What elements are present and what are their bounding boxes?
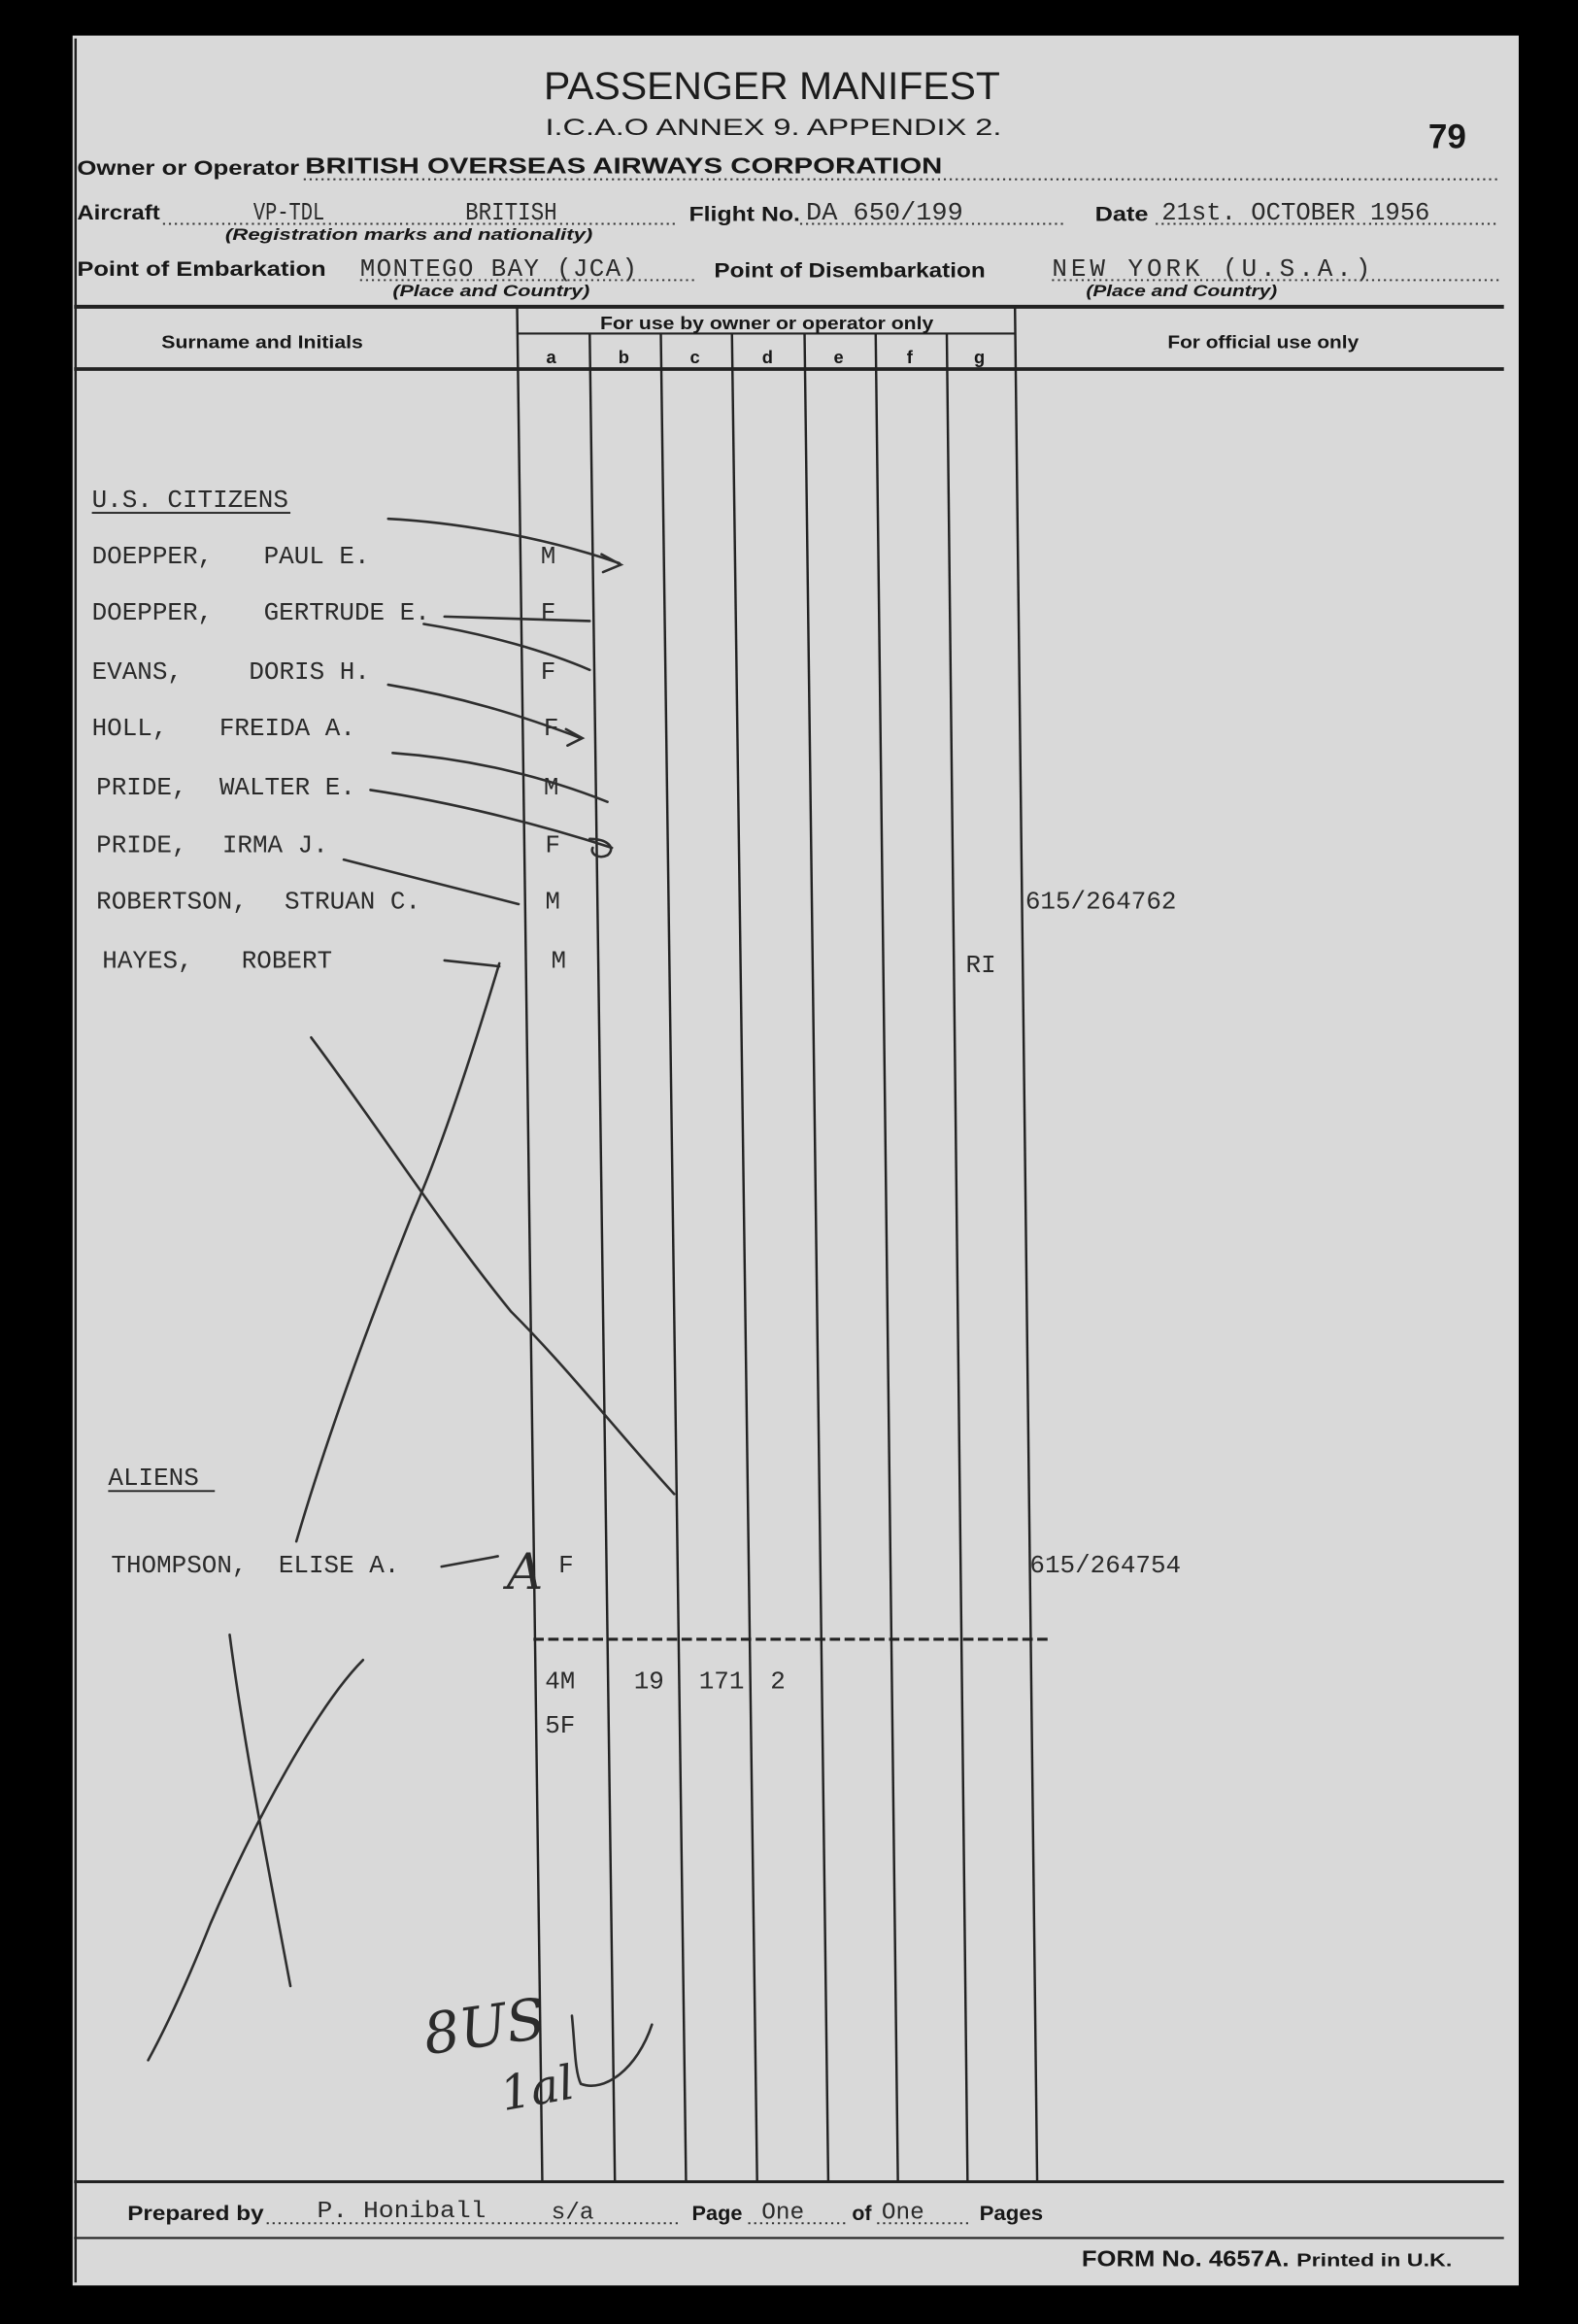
passenger-given-names: FREIDA A. bbox=[218, 713, 355, 743]
section-heading-us-citizens: U.S. CITIZENS bbox=[91, 485, 288, 515]
paper bbox=[73, 36, 1519, 2286]
passenger-surname: PRIDE, bbox=[96, 830, 187, 860]
pages-label: Pages bbox=[979, 2202, 1044, 2226]
handwritten-note-line1: 8US bbox=[419, 1985, 550, 2069]
passenger-surname: DOEPPER, bbox=[91, 597, 214, 627]
total-column-d: 2 bbox=[770, 1667, 786, 1697]
passenger-surname: HAYES, bbox=[102, 946, 193, 976]
page-value: One bbox=[761, 2200, 805, 2227]
sub-column-c: c bbox=[689, 346, 700, 367]
passenger-sex: F bbox=[558, 1551, 574, 1581]
aircraft-nationality: BRITISH bbox=[465, 197, 557, 227]
disembarkation-label: Point of Disembarkation bbox=[714, 258, 986, 283]
date-value: 21st. OCTOBER 1956 bbox=[1161, 197, 1430, 227]
total-female: 5F bbox=[545, 1711, 576, 1741]
total-male: 4M bbox=[545, 1667, 576, 1697]
passenger-surname: HOLL, bbox=[91, 713, 168, 743]
passenger-given-names: ROBERT bbox=[241, 946, 333, 976]
sub-column-d: d bbox=[761, 346, 773, 367]
printed-in: Printed in U.K. bbox=[1296, 2249, 1453, 2271]
page-subtitle: I.C.A.O ANNEX 9. APPENDIX 2. bbox=[545, 114, 1002, 141]
passenger-surname: EVANS, bbox=[91, 657, 183, 687]
of-value: One bbox=[881, 2200, 924, 2227]
owner-use-column-header: For use by owner or operator only bbox=[599, 312, 935, 333]
passenger-sex: F bbox=[540, 657, 556, 687]
date-label: Date bbox=[1094, 202, 1149, 226]
aircraft-registration: VP-TDL bbox=[252, 197, 325, 227]
passenger-given-names: ELISE A. bbox=[278, 1551, 400, 1581]
disembarkation-hint: (Place and Country) bbox=[1086, 282, 1278, 301]
passenger-given-names: STRUAN C. bbox=[284, 887, 421, 917]
owner-value: BRITISH OVERSEAS AIRWAYS CORPORATION bbox=[305, 152, 943, 179]
sub-column-e: e bbox=[833, 346, 844, 367]
passenger-sex: M bbox=[543, 773, 559, 803]
flight-value: DA 650/199 bbox=[806, 197, 963, 227]
sub-column-a: a bbox=[546, 346, 556, 367]
aircraft-hint: (Registration marks and nationality) bbox=[224, 225, 593, 245]
passenger-sex: F bbox=[540, 597, 556, 627]
flight-label: Flight No. bbox=[688, 202, 800, 226]
passenger-sex: M bbox=[540, 541, 556, 571]
passenger-column-g-value: RI bbox=[965, 951, 996, 981]
sub-column-g: g bbox=[973, 346, 986, 367]
aircraft-label: Aircraft bbox=[77, 200, 160, 224]
passenger-surname: PRIDE, bbox=[96, 773, 187, 803]
form-number: FORM No. 4657A. bbox=[1081, 2245, 1290, 2272]
passenger-surname: THOMPSON, bbox=[111, 1551, 248, 1581]
prepared-by-label: Prepared by bbox=[127, 2202, 264, 2226]
section-heading-aliens: ALIENS bbox=[108, 1464, 199, 1494]
disembarkation-value: NEW YORK (U.S.A.) bbox=[1052, 253, 1371, 284]
passenger-surname: ROBERTSON, bbox=[96, 887, 248, 917]
handwritten-note-line2: 1al bbox=[495, 2054, 579, 2123]
passenger-sex: M bbox=[551, 946, 567, 976]
sub-column-f: f bbox=[906, 346, 913, 367]
page-title: PASSENGER MANIFEST bbox=[543, 65, 1000, 109]
of-label: of bbox=[852, 2202, 872, 2226]
passenger-given-names: WALTER E. bbox=[218, 773, 355, 803]
embarkation-label: Point of Embarkation bbox=[77, 256, 326, 281]
passenger-sex: M bbox=[545, 887, 560, 917]
passenger-given-names: GERTRUDE E. bbox=[263, 597, 430, 627]
passenger-sex: F bbox=[545, 830, 560, 860]
passenger-given-names: IRMA J. bbox=[221, 830, 328, 860]
passenger-official-number: 615/264762 bbox=[1024, 887, 1177, 917]
surname-column-header: Surname and Initials bbox=[161, 331, 363, 353]
embarkation-value: MONTEGO BAY (JCA) bbox=[359, 253, 638, 284]
owner-label: Owner or Operator bbox=[77, 156, 300, 181]
page-number: 79 bbox=[1427, 118, 1466, 156]
passenger-official-number: 615/264754 bbox=[1029, 1551, 1182, 1581]
sub-column-b: b bbox=[618, 346, 629, 367]
prepared-by-value: P. Honiball bbox=[317, 2199, 487, 2226]
total-column-c: 171 bbox=[698, 1667, 745, 1697]
total-column-b: 19 bbox=[633, 1667, 664, 1697]
page-label: Page bbox=[691, 2202, 743, 2226]
embarkation-hint: (Place and Country) bbox=[392, 282, 590, 301]
handwritten-mark: A bbox=[506, 1543, 544, 1602]
passenger-given-names: DORIS H. bbox=[249, 657, 370, 687]
official-column-header: For official use only bbox=[1167, 331, 1360, 353]
passenger-sex: F bbox=[543, 713, 559, 743]
passenger-surname: DOEPPER, bbox=[91, 541, 214, 571]
passenger-given-names: PAUL E. bbox=[263, 541, 370, 571]
prepared-by-suffix: s/a bbox=[551, 2200, 594, 2227]
